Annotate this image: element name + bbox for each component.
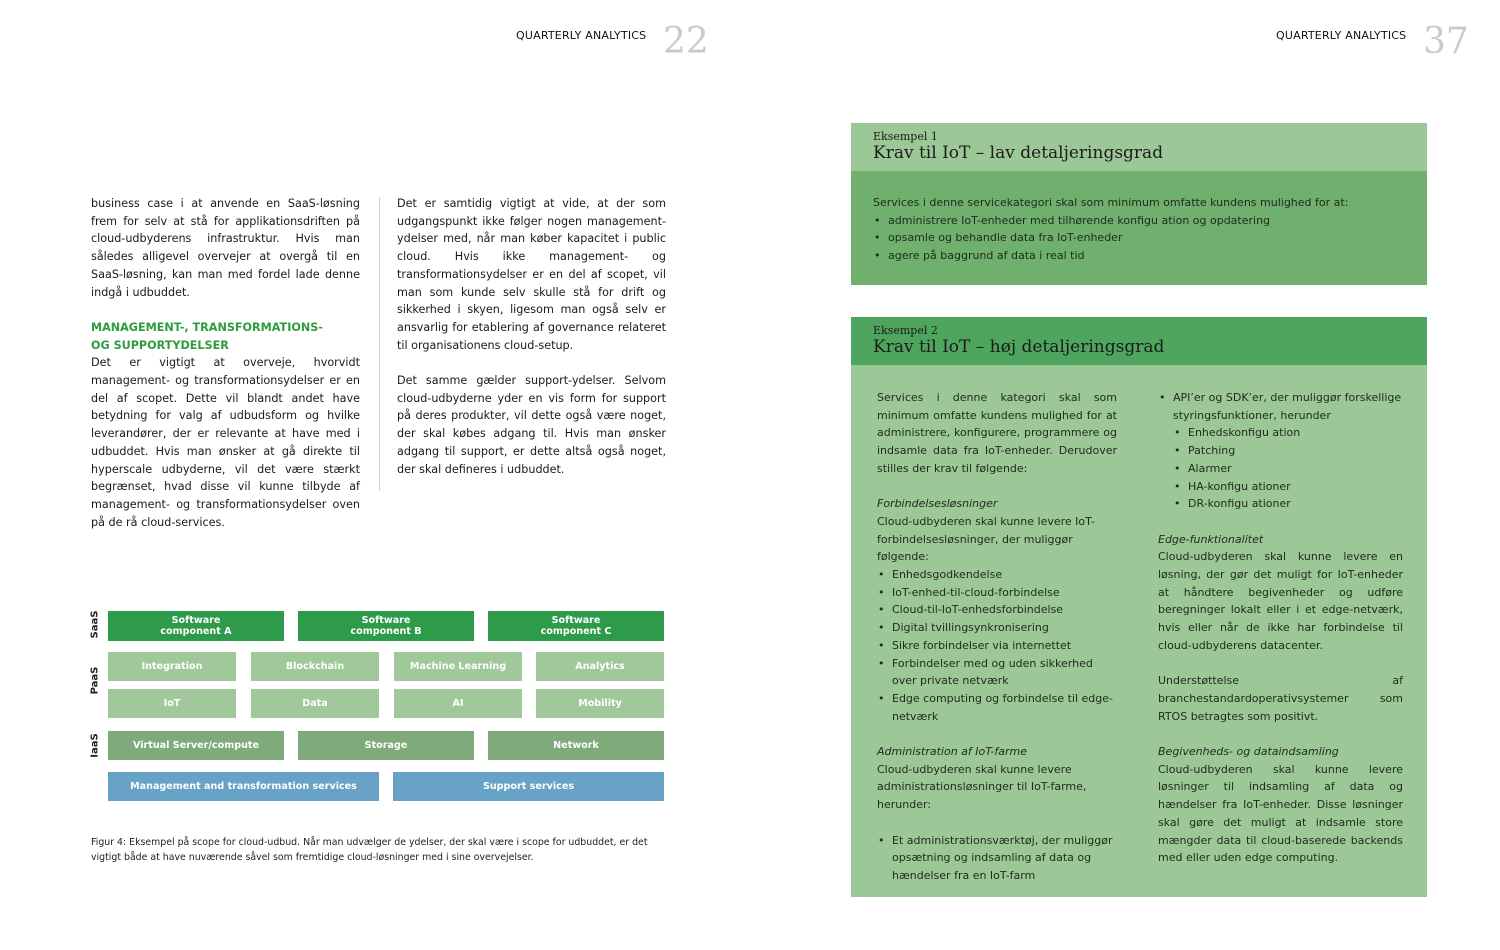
section-text-forbindelser: Cloud-udbyderen skal kunne levere IoT-forbindelsesløsninger, der muliggør følgende: xyxy=(877,514,1095,564)
col2-paragraph-2: Det samme gælder support-ydelser. Selvom cloud-udbyderne yder en vis form for support på deres produkter, vil dette også være noget, der skal købes adgang til. Hvis man ønsker adgang til support, er dette altså også noget, der skal defineres i udbuddet. xyxy=(397,374,666,476)
list-item: • Cloud-til-IoT-enhedsforbindelse xyxy=(892,601,1117,619)
service-block-management: Management and transformation services xyxy=(108,772,379,801)
example-1-title: Krav til IoT – lav detaljeringsgrad xyxy=(873,143,1164,163)
saas-block: Software component B xyxy=(298,611,474,641)
saas-block: Software component A xyxy=(108,611,284,641)
section-text-edge: Cloud-udbyderen skal kunne levere en løsning, der gør det muligt for IoT-enheder at håndtere begivenheder og udføre beregninger lokalt eller i et edge-netværk, hvis eller når de ikke har forbindelse til cloud-udbyderens datacenter. xyxy=(1158,550,1403,652)
paas-block: Blockchain xyxy=(251,652,379,681)
paas-block: Mobility xyxy=(536,689,664,718)
service-block-support: Support services xyxy=(393,772,664,801)
list-item: • Alarmer xyxy=(1188,460,1403,478)
section-heading-line-1: MANAGEMENT-, TRANSFORMATIONS- xyxy=(91,320,323,334)
list-item: • Enhedskonfigu ation xyxy=(1188,424,1403,442)
layer-label-iaas: IaaS xyxy=(89,733,101,758)
figure-caption: Figur 4: Eksempel på scope for cloud-udbud. Når man udvælger de ydelser, der skal være i scope for udbuddet, er det vigtigt både at have nuværende såvel som fremtidige cloud-løsninger med i sine overvejelser. xyxy=(91,837,648,863)
example-2-title: Krav til IoT – høj detaljeringsgrad xyxy=(873,337,1165,357)
section-text-rtos: Understøttelse af branchestandardoperativsystemer som RTOS betragtes som positivt. xyxy=(1158,674,1403,723)
list-item xyxy=(1173,389,1403,513)
api-bullet-text: API’er og SDK’er, der muliggør forskellige styringsfunktioner, herunder xyxy=(1173,391,1402,422)
example-1-intro: Services i denne servicekategori skal som minimum omfatte kundens mulighed for at: xyxy=(873,196,1349,209)
paas-block: Data xyxy=(251,689,379,718)
page-number-right: 37 xyxy=(1423,21,1469,62)
paas-block: Analytics xyxy=(536,652,664,681)
list-item: • Edge computing og forbindelse til edge-netværk xyxy=(892,690,1117,725)
column-2 xyxy=(397,195,666,478)
api-sublist xyxy=(1173,424,1403,513)
section-text-dataindsamling: Cloud-udbyderen skal kunne levere løsninger til indsamling af data og hændelser fra IoT-enheder. Disse løsninger skal gøre det muligt at indsamle store mængder data til cloud-baserede backends med eller uden edge computing. xyxy=(1158,762,1403,865)
paas-block: IoT xyxy=(108,689,236,718)
section-text-administration: Cloud-udbyderen skal kunne levere administrationsløsninger til IoT-farme, herunder: xyxy=(877,762,1087,812)
saas-block: Software component C xyxy=(488,611,664,641)
api-list xyxy=(1158,389,1403,513)
list-item: • agere på baggrund af data i real tid xyxy=(888,247,1413,265)
iaas-block: Network xyxy=(488,731,664,760)
example-1-list xyxy=(873,212,1413,265)
paas-block: AI xyxy=(394,689,522,718)
example-2-intro: Services i denne kategori skal som minimum omfatte kundens mulighed for at administrere, konfigurere, programmere og indsamle data fra IoT-enheder. Derudover stilles der krav til følgende: xyxy=(877,391,1117,475)
list-item: • Sikre forbindelser via internettet xyxy=(892,637,1117,655)
example-1-box xyxy=(851,123,1427,285)
layer-label-saas: SaaS xyxy=(89,610,101,639)
running-head-left: QUARTERLY ANALYTICS xyxy=(516,29,647,42)
col1-paragraph-1: business case i at anvende en SaaS-løsning frem for selv at stå for applikationsdriften på cloud-udbyderens infrastruktur. Hvis man således alligevel overvejer at overgå til en SaaS-løsning, kan man med fordel lade denne indgå i udbuddet. xyxy=(91,197,360,299)
forbindelser-list xyxy=(877,566,1117,725)
section-title-dataindsamling: Begivenheds- og dataindsamling xyxy=(1158,745,1339,759)
iaas-block: Virtual Server/compute xyxy=(108,731,284,760)
list-item: • HA-konfigu ationer xyxy=(1188,478,1403,496)
example-2-label: Eksempel 2 xyxy=(873,324,938,337)
list-item: • Forbindelser med og uden sikkerhed over private netværk xyxy=(892,655,1117,690)
paas-block: Integration xyxy=(108,652,236,681)
example-2-left-column xyxy=(877,389,1117,885)
col2-paragraph-1: Det er samtidig vigtigt at vide, at der som udgangspunkt ikke følger nogen management-ydelser med, når man køber kapacitet i public cloud. Hvis ikke management- og transformationsydelser er en del af scopet, vil man som kunde selv skulle stå for drift og sikkerhed i skyen, ligesom man også selv er ansvarlig for etablering af governance relateret til organisationens cloud-setup. xyxy=(397,197,666,352)
section-title-forbindelser: Forbindelsesløsninger xyxy=(877,497,998,511)
example-2-box xyxy=(851,317,1427,897)
list-item: • opsamle og behandle data fra IoT-enheder xyxy=(888,229,1413,247)
list-item: • administrere IoT-enheder med tilhørende konfigu ation og opdatering xyxy=(888,212,1413,230)
section-heading xyxy=(91,319,360,354)
page-number-left: 22 xyxy=(663,21,709,62)
example-1-label: Eksempel 1 xyxy=(873,130,938,143)
list-item: • IoT-enhed-til-cloud-forbindelse xyxy=(892,584,1117,602)
list-item: • Enhedsgodkendelse xyxy=(892,566,1117,584)
iaas-block: Storage xyxy=(298,731,474,760)
running-head-right: QUARTERLY ANALYTICS xyxy=(1276,29,1407,42)
list-item: • Digital tvillingsynkronisering xyxy=(892,619,1117,637)
paas-block: Machine Learning xyxy=(394,652,522,681)
section-heading-line-2: OG SUPPORTYDELSER xyxy=(91,338,229,352)
column-divider xyxy=(379,197,380,491)
example-1-content xyxy=(873,194,1413,265)
layer-label-paas: PaaS xyxy=(89,666,101,695)
section-title-edge: Edge-funktionalitet xyxy=(1158,532,1264,546)
col1-paragraph-2: Det er vigtigt at overveje, hvorvidt management- og transformationsydelser er en del af scopet. Dette vil blandt andet have betydning for valg af udbudsform og hvilke leverandører, der er relevante at have med i udbuddet. Hvis man ønsker at gå direkte til hyperscale udbyderne, vil det være stærkt begrænset, hvad disse vil kunne tilbyde af management- og transformationsydelser oven på de rå cloud-services. xyxy=(91,356,360,529)
list-item: • Et administrationsværktøj, der muliggør opsætning og indsamling af data og hændelser fra en IoT-farm xyxy=(892,832,1117,885)
column-1 xyxy=(91,195,360,531)
section-title-administration: Administration af IoT-farme xyxy=(877,745,1028,759)
list-item: • DR-konfigu ationer xyxy=(1188,495,1403,513)
example-2-right-column xyxy=(1158,389,1403,867)
administration-list xyxy=(877,832,1117,885)
list-item: • Patching xyxy=(1188,442,1403,460)
